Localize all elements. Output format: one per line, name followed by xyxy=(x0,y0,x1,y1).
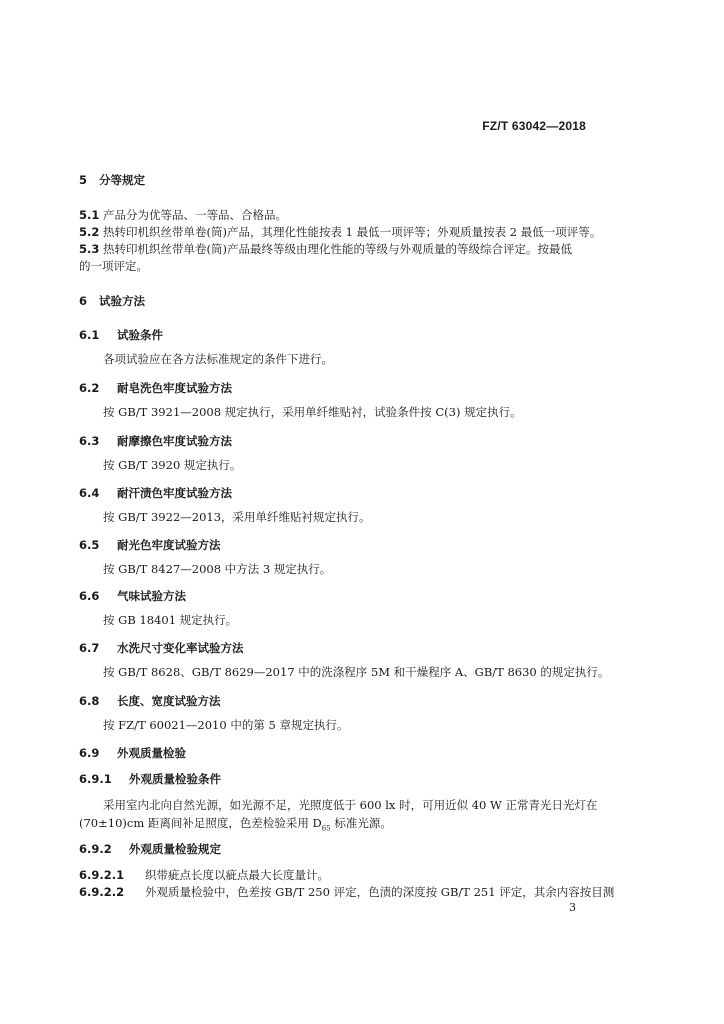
subsection-6-8-heading xyxy=(79,693,221,709)
subsection-6-8-body: 按 FZ/T 60021—2010 中的第 5 章规定执行。 xyxy=(103,718,349,732)
subsection-title: 长度、宽度试验方法 xyxy=(117,694,221,708)
subsection-6-6-body: 按 GB 18401 规定执行。 xyxy=(103,613,238,627)
clause-5-1 xyxy=(79,207,287,223)
subsection-6-9-1-body-line1: 采用室内北向自然光源，如光源不足，光照度低于 600 lx 时，可用近似 40 W 正常青光日光灯在 xyxy=(103,798,598,812)
subsection-6-7-body: 按 GB/T 8628、GB/T 8629—2017 中的洗涤程序 5M 和干燥程序 A、GB/T 8630 的规定执行。 xyxy=(103,665,610,679)
clause-5-2 xyxy=(79,224,601,240)
body-text: 标准光源。 xyxy=(330,816,392,830)
subsection-6-2-heading xyxy=(79,380,232,396)
subsection-number: 6.8 xyxy=(79,694,100,708)
clause-text: 热转印机织丝带单卷(筒)产品，其理化性能按表 1 最低一项评等；外观质量按表 2 最低一项评等。 xyxy=(103,225,602,239)
subsection-6-9-2-heading xyxy=(79,841,221,857)
clause-number: 5.3 xyxy=(79,242,100,256)
body-text: (70±10)cm 距离间补足照度，色差检验采用 D xyxy=(79,816,322,830)
section-5-heading xyxy=(79,172,145,188)
subsection-6-3-heading xyxy=(79,433,232,449)
subsection-number: 6.4 xyxy=(79,486,100,500)
clause-text: 产品分为优等品、一等品、合格品。 xyxy=(103,208,287,222)
subsection-6-9-1-body-line2 xyxy=(79,815,392,832)
subsection-title: 气味试验方法 xyxy=(117,589,186,603)
subsection-title: 外观质量检验规定 xyxy=(129,842,221,856)
clause-6-9-2-2 xyxy=(79,884,614,900)
subsection-number: 6.7 xyxy=(79,641,100,655)
section-title: 试验方法 xyxy=(99,294,145,308)
clause-number: 6.9.2.1 xyxy=(79,868,125,882)
light-source-subscript: 65 xyxy=(321,824,331,833)
subsection-title: 耐摩擦色牢度试验方法 xyxy=(117,434,232,448)
clause-number: 5.2 xyxy=(79,225,100,239)
subsection-6-4-heading xyxy=(79,485,232,501)
clause-5-3-continuation: 的一项评定。 xyxy=(79,259,148,273)
subsection-number: 6.6 xyxy=(79,589,100,603)
subsection-title: 外观质量检验 xyxy=(117,746,186,760)
subsection-6-5-heading xyxy=(79,537,221,553)
page-number: 3 xyxy=(569,901,576,914)
subsection-6-5-body: 按 GB/T 8427—2008 中方法 3 规定执行。 xyxy=(103,562,332,576)
subsection-number: 6.3 xyxy=(79,434,100,448)
subsection-title: 耐汗渍色牢度试验方法 xyxy=(117,486,232,500)
subsection-6-9-1-heading xyxy=(79,771,221,787)
clause-5-3 xyxy=(79,241,572,257)
subsection-title: 耐光色牢度试验方法 xyxy=(117,538,221,552)
subsection-6-1-heading xyxy=(79,327,163,343)
section-number: 5 xyxy=(79,173,88,187)
clause-6-9-2-1 xyxy=(79,867,329,883)
clause-number: 5.1 xyxy=(79,208,100,222)
subsection-6-4-body: 按 GB/T 3922—2013，采用单纤维贴衬规定执行。 xyxy=(103,510,371,524)
subsection-number: 6.9 xyxy=(79,746,100,760)
subsection-6-9-heading xyxy=(79,745,186,761)
clause-text: 织带疵点长度以疵点最大长度量计。 xyxy=(145,868,329,882)
subsection-6-6-heading xyxy=(79,588,186,604)
subsection-title: 外观质量检验条件 xyxy=(129,772,221,786)
subsection-6-2-body: 按 GB/T 3921—2008 规定执行，采用单纤维贴衬，试验条件按 C(3) 规定执行。 xyxy=(103,405,522,419)
subsection-6-3-body: 按 GB/T 3920 规定执行。 xyxy=(103,458,242,472)
section-6-heading xyxy=(79,293,145,309)
subsection-title: 试验条件 xyxy=(117,328,163,342)
subsection-number: 6.9.1 xyxy=(79,772,112,786)
clause-number: 6.9.2.2 xyxy=(79,885,125,899)
subsection-number: 6.2 xyxy=(79,381,100,395)
subsection-number: 6.5 xyxy=(79,538,100,552)
subsection-title: 水洗尺寸变化率试验方法 xyxy=(117,641,244,655)
clause-text: 热转印机织丝带单卷(筒)产品最终等级由理化性能的等级与外观质量的等级综合评定。按最低 xyxy=(103,242,572,256)
section-number: 6 xyxy=(79,294,88,308)
subsection-6-1-body: 各项试验应在各方法标准规定的条件下进行。 xyxy=(103,352,333,366)
subsection-number: 6.1 xyxy=(79,328,100,342)
clause-text: 外观质量检验中，色差按 GB/T 250 评定，色渍的深度按 GB/T 251 评定，其余内容按目测 xyxy=(145,885,615,899)
subsection-title: 耐皂洗色牢度试验方法 xyxy=(117,381,232,395)
document-header: FZ/T 63042—2018 xyxy=(482,119,586,133)
subsection-number: 6.9.2 xyxy=(79,842,112,856)
subsection-6-7-heading xyxy=(79,640,244,656)
section-title: 分等规定 xyxy=(99,173,145,187)
